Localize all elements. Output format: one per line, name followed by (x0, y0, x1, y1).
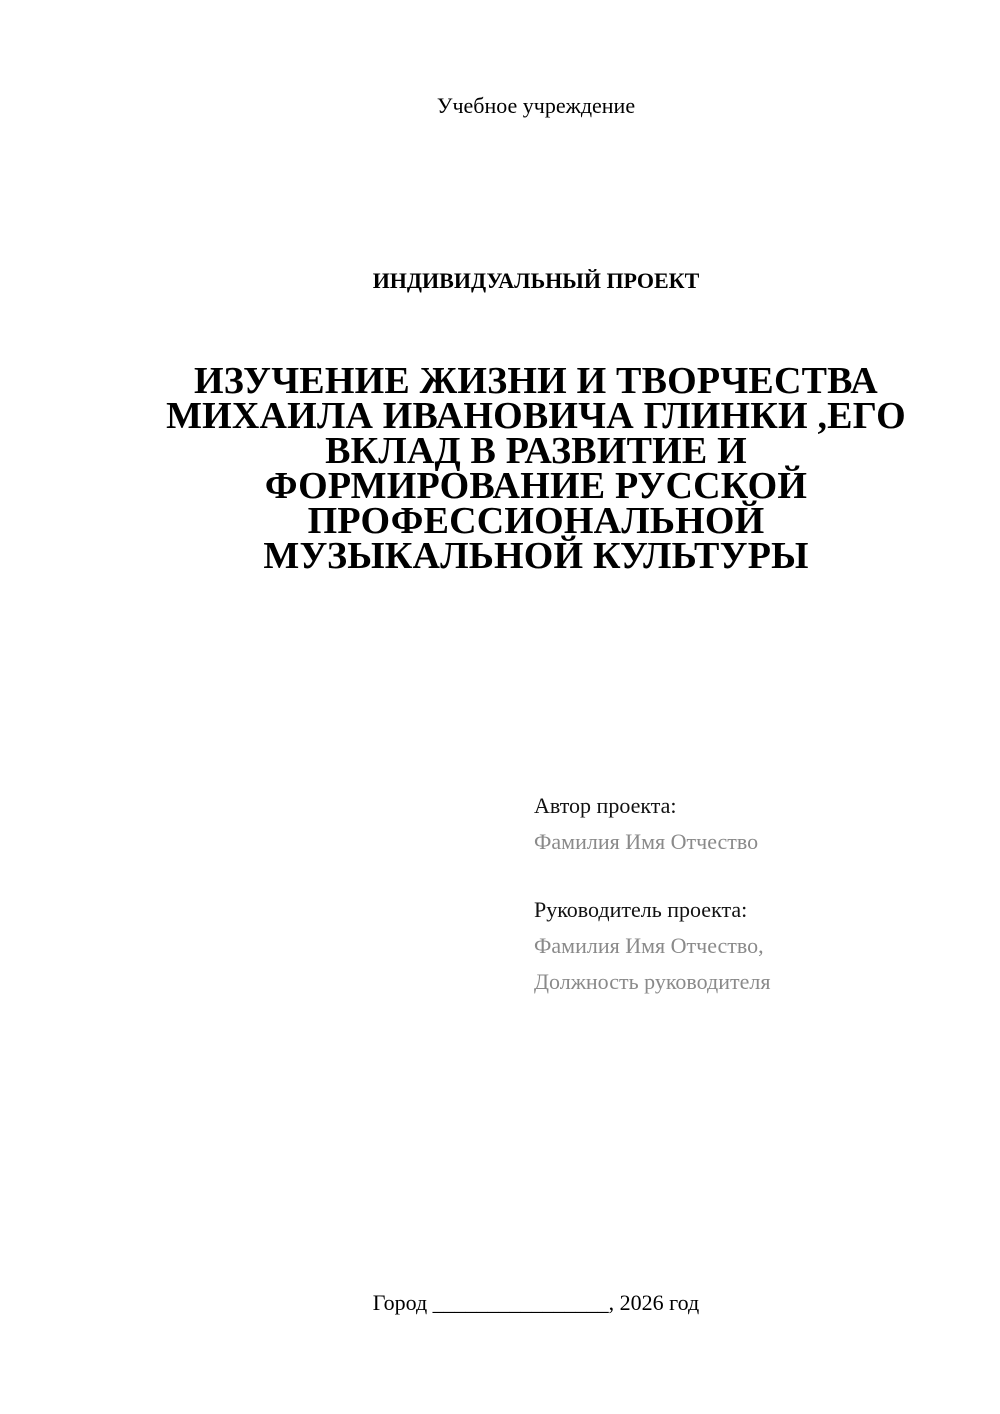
supervisor-name-placeholder: Фамилия Имя Отчество, (534, 933, 764, 958)
supervisor-label: Руководитель проекта: (534, 897, 748, 922)
author-name-placeholder: Фамилия Имя Отчество (534, 829, 759, 854)
author-label: Автор проекта: (534, 793, 677, 818)
institution-name: Учебное учреждение (436, 93, 636, 118)
project-title-line: МУЗЫКАЛЬНОЙ КУЛЬТУРЫ (263, 535, 809, 577)
project-title-line: ВКЛАД В РАЗВИТИЕ И (325, 430, 747, 472)
project-title-line: ПРОФЕССИОНАЛЬНОЙ (307, 500, 765, 542)
project-title (100, 360, 972, 577)
project-title-line: ФОРМИРОВАНИЕ РУССКОЙ (264, 465, 808, 507)
authors-spacer (534, 860, 974, 892)
authors-block (534, 788, 974, 1000)
city-year-line: Город ________________, 2026 год (372, 1290, 700, 1315)
project-type-heading: ИНДИВИДУАЛЬНЫЙ ПРОЕКТ (372, 268, 700, 293)
project-title-line: ИЗУЧЕНИЕ ЖИЗНИ И ТВОРЧЕСТВА (194, 360, 878, 402)
supervisor-position-placeholder: Должность руководителя (534, 969, 771, 994)
project-title-line: МИХАИЛА ИВАНОВИЧА ГЛИНКИ ,ЕГО (166, 395, 906, 437)
